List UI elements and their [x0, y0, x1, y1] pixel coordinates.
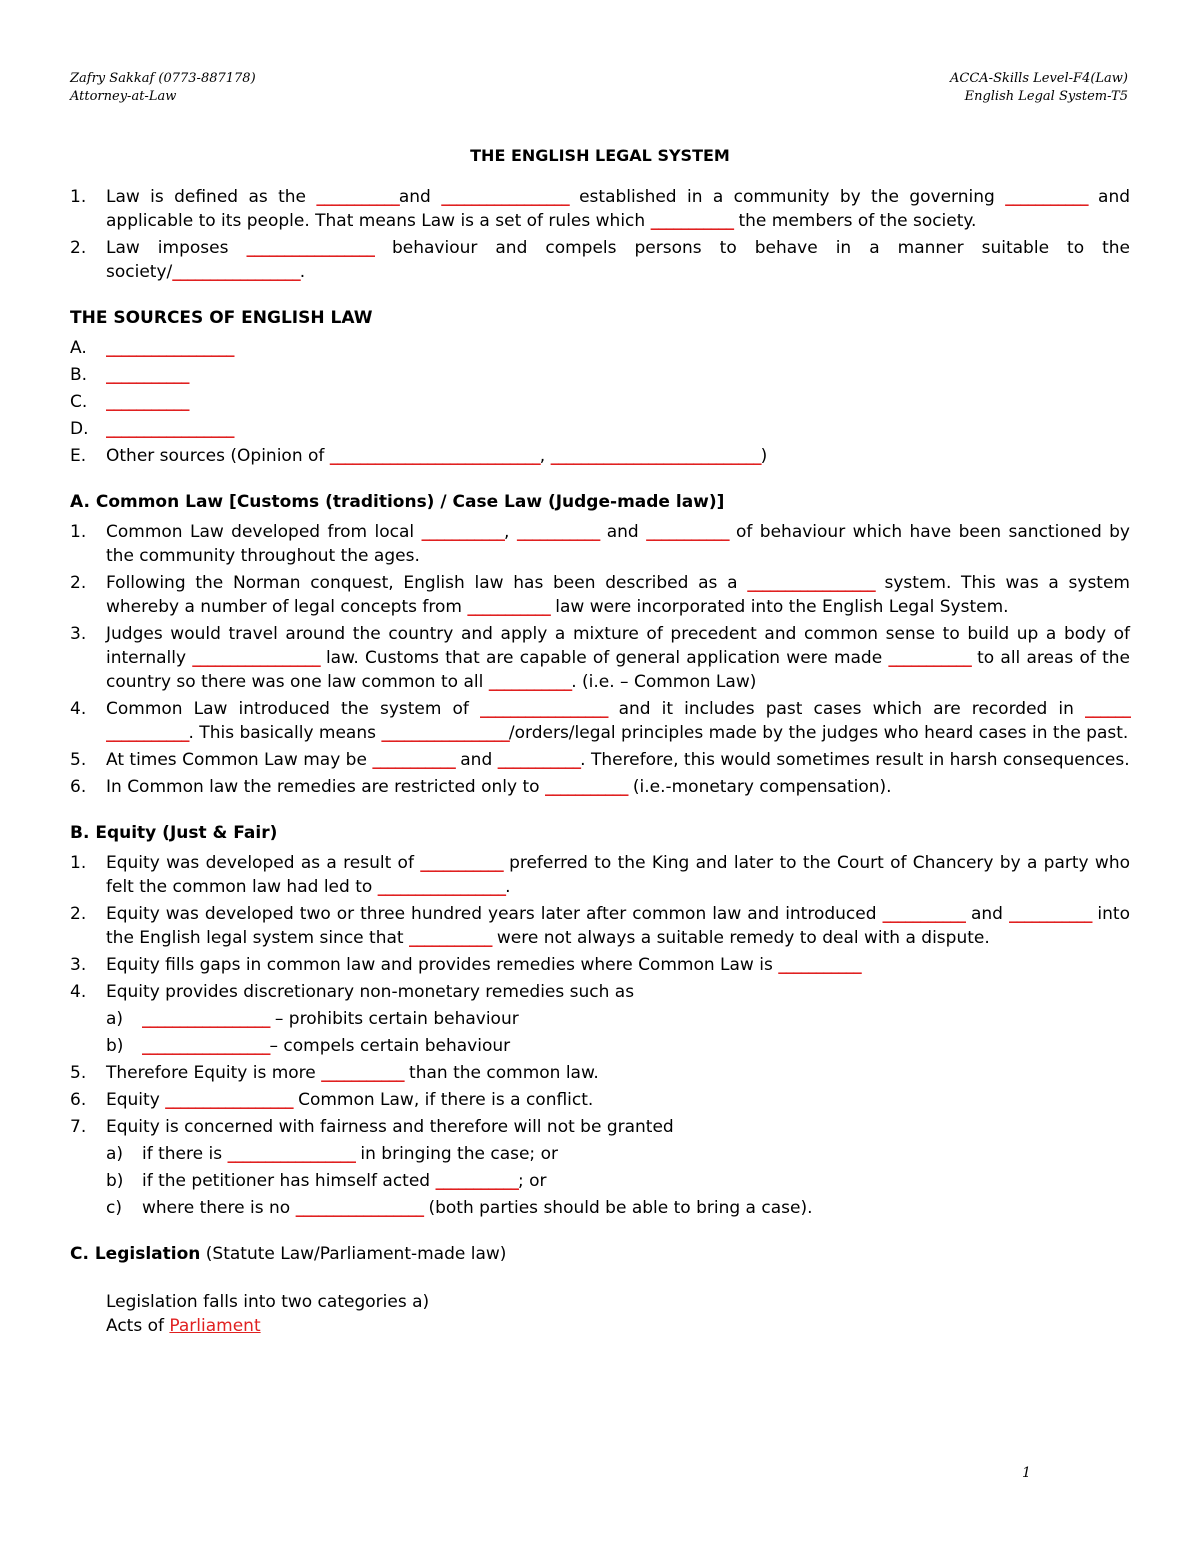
fill-blank[interactable]: _________________: [441, 187, 569, 207]
fill-blank[interactable]: ___________: [435, 1171, 518, 1191]
fill-blank[interactable]: _________________: [106, 419, 234, 439]
fill-blank[interactable]: _________________: [480, 699, 608, 719]
equity-item-7: 7. Equity is concerned with fairness and therefore will not be granted: [70, 1117, 674, 1137]
fill-blank[interactable]: _________________: [192, 648, 320, 668]
equity-item-7a: a) if there is _________________ in bringing the case; or: [106, 1144, 558, 1164]
source-item-d: D. _________________: [70, 419, 234, 439]
header-left: [70, 70, 256, 106]
fill-blank[interactable]: _________________: [106, 338, 234, 358]
fill-blank[interactable]: _________________: [227, 1144, 355, 1164]
fill-blank[interactable]: ___________: [778, 955, 861, 975]
common-law-item-2: 2. Following the Norman conquest, English law has been described as a _________________ system. This was a system whereby a number of legal concepts from ___________ law were incorporated into the English Legal System.: [70, 573, 1130, 617]
section-a-heading: A. Common Law [Customs (traditions) / Case Law (Judge-made law)]: [70, 492, 725, 512]
legislation-line-1: Legislation falls into two categories a): [106, 1292, 430, 1312]
parliament-link[interactable]: Parliament: [169, 1316, 261, 1336]
fill-blank[interactable]: ___________: [1008, 904, 1092, 924]
common-law-item-5: 5. At times Common Law may be ___________ and ___________. Therefore, this would sometimes result in harsh consequences.: [70, 750, 1130, 770]
fill-blank[interactable]: ___________: [882, 904, 966, 924]
equity-item-7b: b) if the petitioner has himself acted ___________; or: [106, 1171, 547, 1191]
fill-blank[interactable]: ___________: [516, 522, 600, 542]
fill-blank[interactable]: ___________: [888, 648, 971, 668]
legislation-text: [70, 1290, 1130, 1338]
fill-blank[interactable]: ___________: [646, 522, 729, 542]
fill-blank[interactable]: ___________: [467, 597, 550, 617]
fill-blank[interactable]: ___________: [372, 750, 455, 770]
section-c-heading: C. Legislation (Statute Law/Parliament-made law): [70, 1244, 507, 1264]
equity-item-1: 1. Equity was developed as a result of ___________ preferred to the King and later to the Court of Chancery by a party who felt the common law had led to _________________.: [70, 853, 1130, 897]
equity-item-2: 2. Equity was developed two or three hundred years later after common law and introduced ___________ and ___________ into the English legal system since that ___________ were not always a suitable remedy to deal with a dispute.: [70, 904, 1130, 948]
equity-item-7c: c) where there is no _________________ (both parties should be able to bring a case).: [106, 1198, 813, 1218]
equity-item-6: 6. Equity _________________ Common Law, if there is a conflict.: [70, 1090, 594, 1110]
intro-item-2: 2. Law imposes _________________ behaviour and compels persons to behave in a manner suitable to the society/_________________.: [70, 238, 1131, 282]
source-item-b: B. ___________: [70, 365, 189, 385]
equity-item-3: 3. Equity fills gaps in common law and provides remedies where Common Law is ___________: [70, 955, 861, 975]
header-right: [950, 70, 1128, 106]
fill-blank[interactable]: ___________: [408, 928, 492, 948]
common-law-item-3: 3. Judges would travel around the country and apply a mixture of precedent and common sense to build up a body of internally _________________ law. Customs that are capable of general application were made ___________ to all areas of the country so there was one law common to all ___________. (i.e. – Common Law): [70, 624, 1130, 692]
module-name: English Legal System-T5: [964, 89, 1128, 104]
sources-heading: THE SOURCES OF ENGLISH LAW: [70, 308, 373, 328]
fill-blank[interactable]: ___________: [420, 853, 503, 873]
fill-blank[interactable]: ___________: [488, 672, 572, 692]
fill-blank[interactable]: ___________: [544, 777, 628, 797]
fill-blank[interactable]: ____________________________: [329, 446, 540, 466]
fill-blank[interactable]: ___________: [106, 365, 189, 385]
course-name: ACCA-Skills Level-F4(Law): [950, 71, 1128, 86]
source-item-a: A. _________________: [70, 338, 234, 358]
intro-item-1: 1. Law is defined as the ___________and _________________ established in a community by the governing ___________ and applicable to its people. That means Law is a set of rules which ___________ the members of the society.: [70, 187, 1131, 231]
fill-blank[interactable]: ___________: [106, 723, 189, 743]
fill-blank[interactable]: ___________: [316, 187, 399, 207]
fill-blank[interactable]: _________________: [377, 877, 506, 897]
fill-blank[interactable]: ___________: [106, 392, 189, 412]
fill-blank[interactable]: _________________: [142, 1036, 270, 1056]
page-number: 1: [1022, 1465, 1031, 1481]
document-title: THE ENGLISH LEGAL SYSTEM: [470, 146, 730, 165]
common-law-item-6: 6. In Common law the remedies are restricted only to ___________ (i.e.-monetary compensation).: [70, 777, 892, 797]
fill-blank[interactable]: _________________: [295, 1198, 424, 1218]
fill-blank[interactable]: ___________: [650, 211, 734, 231]
fill-blank[interactable]: _________________: [747, 573, 875, 593]
common-law-item-4: 4. Common Law introduced the system of _________________ and it includes past cases which are recorded in ______ ___________. This basically means _________________/orders/legal principles made by the judges who heard cases in the past.: [70, 699, 1131, 743]
author-name: Zafry Sakkaf (0773-887178): [70, 71, 256, 86]
fill-blank[interactable]: ___________: [421, 522, 504, 542]
fill-blank[interactable]: _________________: [246, 238, 374, 258]
fill-blank[interactable]: ___________: [321, 1063, 404, 1083]
equity-item-4a: a) _________________ – prohibits certain behaviour: [106, 1009, 519, 1029]
fill-blank[interactable]: ___________: [1005, 187, 1088, 207]
fill-blank[interactable]: ____________________________: [550, 446, 761, 466]
fill-blank[interactable]: _________________: [165, 1090, 293, 1110]
source-item-e: E. Other sources (Opinion of ____________________________, ____________________________): [70, 446, 768, 466]
fill-blank[interactable]: _________________: [142, 1009, 270, 1029]
equity-item-5: 5. Therefore Equity is more ___________ than the common law.: [70, 1063, 599, 1083]
fill-blank[interactable]: _________________: [381, 723, 509, 743]
fill-blank[interactable]: _________________: [172, 262, 300, 282]
equity-item-4: 4. Equity provides discretionary non-monetary remedies such as: [70, 982, 635, 1002]
common-law-item-1: 1. Common Law developed from local ___________, ___________ and ___________ of behaviour which have been sanctioned by the community throughout the ages.: [70, 522, 1130, 566]
source-item-c: C. ___________: [70, 392, 189, 412]
author-title: Attorney-at-Law: [70, 89, 177, 104]
fill-blank[interactable]: ___________: [497, 750, 581, 770]
legislation-line-2: Acts of Parliament: [106, 1316, 261, 1336]
equity-item-4b: b) _________________– compels certain behaviour: [106, 1036, 511, 1056]
section-b-heading: B. Equity (Just & Fair): [70, 823, 278, 843]
document-page: [70, 142, 1130, 1338]
fill-blank[interactable]: ______: [1085, 699, 1131, 719]
